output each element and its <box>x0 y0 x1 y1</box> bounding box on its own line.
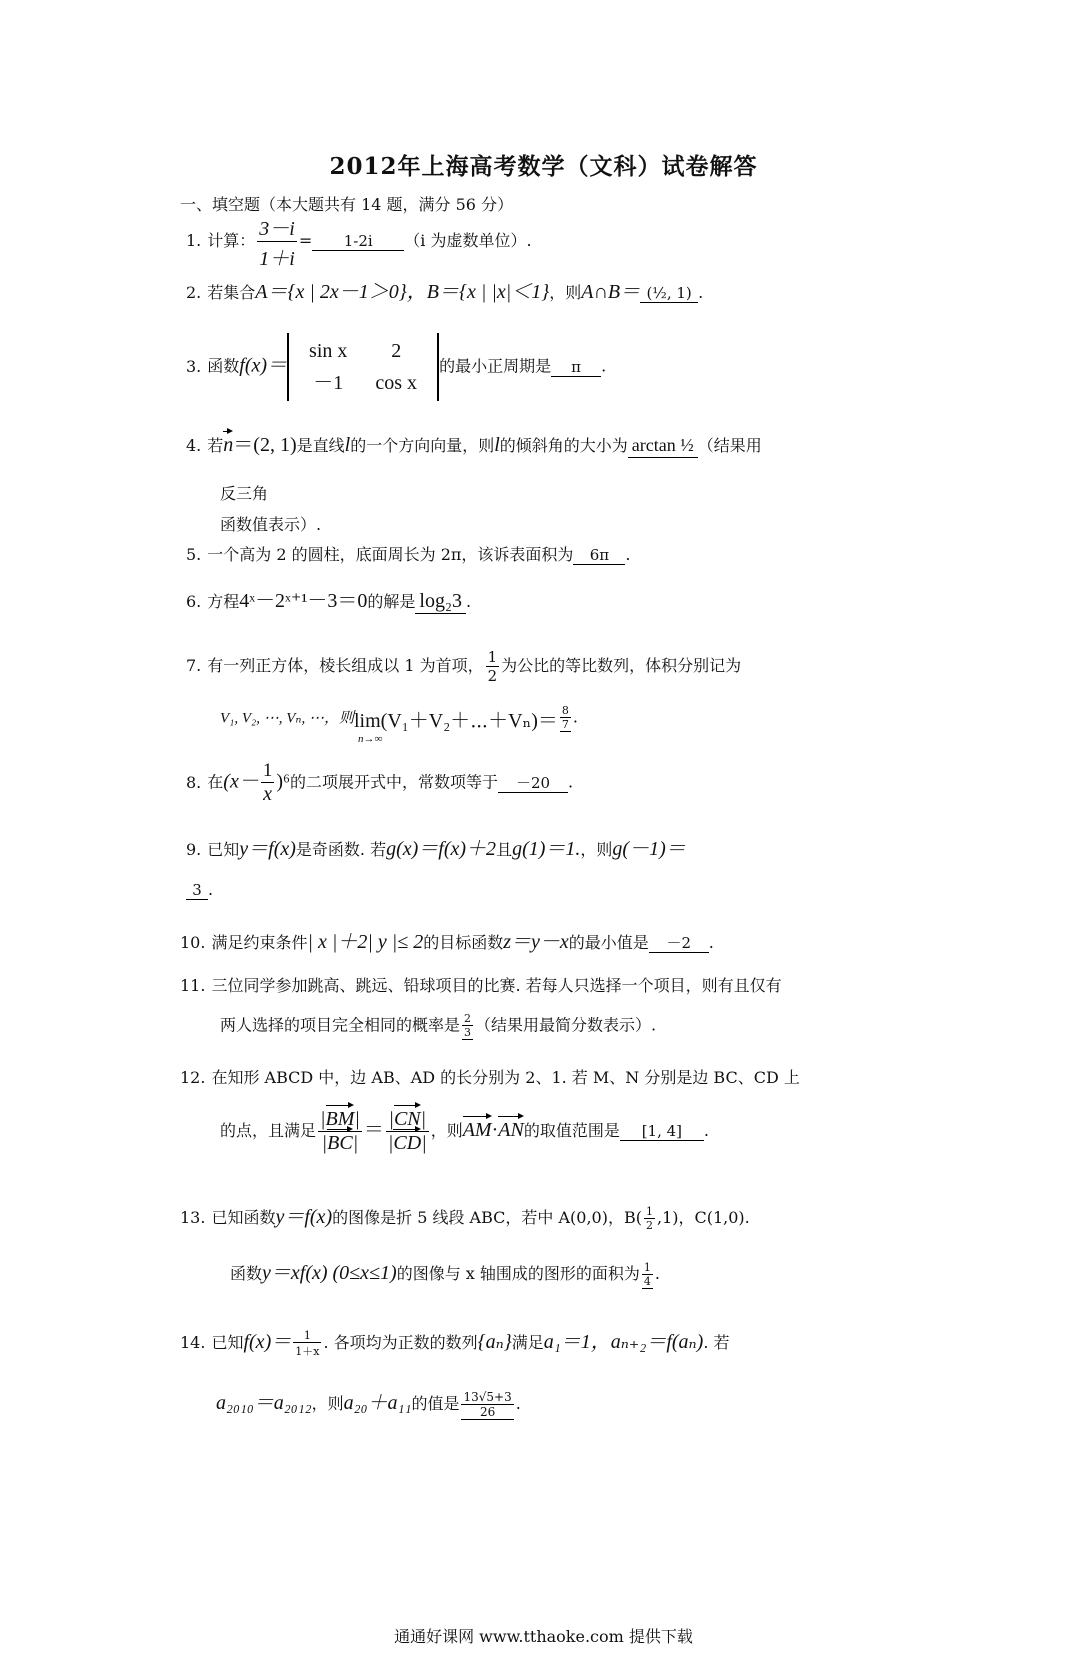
question-13-line-2: 函数y＝xf(x) (0≤x≤1)的图像与 x 轴围成的图形的面积为 $\frac{1}{4}$ . <box>230 1260 660 1288</box>
question-4: 4. 若n＝(2, 1)是直线l的一个方向向量，则l的倾斜角的大小为 arctan ½ （结果用 <box>186 434 762 456</box>
q1-fraction: $\frac{3-i}{1+i}$ <box>257 212 297 271</box>
q12-fraction-2: $\frac{|CN|}{|CD|}$ <box>387 1108 427 1154</box>
question-11-line-2: 两人选择的项目完全相同的概率是 $\frac{2}{3}$ （结果用最简分数表示）. <box>220 1012 657 1039</box>
q7-limit: lim(V₁＋V₂＋⋯＋Vₙ)＝ n→∞ <box>354 710 558 745</box>
q3-answer: π <box>551 358 601 377</box>
question-8: 8. 在(x－ $\frac{1}{x}$ )⁶的二项展开式中，常数项等于 －20 . <box>186 760 574 805</box>
q8-answer: －20 <box>498 774 568 793</box>
question-9-line-2: 3 . <box>186 880 213 900</box>
q12-fraction-1: $\frac{|BM|}{|BC|}$ <box>320 1108 360 1154</box>
vector-n: n <box>223 434 234 456</box>
question-12: 12. 在知形 ABCD 中，边 AB、AD 的长分别为 2、1. 若 M、N 分别是边 BC、CD 上 <box>180 1068 800 1087</box>
q3-determinant: sin x 2 －1 cos x <box>287 333 439 401</box>
q10-answer: －2 <box>649 934 709 953</box>
q7-answer: $\frac{8}{7}$ <box>561 704 569 731</box>
question-11: 11. 三位同学参加跳高、跳远、铅球项目的比赛. 若每人只选择一个项目，则有且仅有 <box>180 976 782 995</box>
question-7: 7. 有一列正方体，棱长组成以 1 为首项， $\frac{1}{2}$ 为公比的等比数列，体积分别记为 <box>186 648 742 685</box>
question-13: 13. 已知函数y＝f(x)的图像是折 5 线段 ABC，若中 A(0,0)，B( $\frac{1}{2}$ ,1)，C(1,0). <box>180 1205 750 1232</box>
question-14-line-2: a₂₀₁₀＝a₂₀₁₂，则a₂₀＋a₁₁的值是 $\frac{13√5+3}{26}$ . <box>216 1389 521 1419</box>
page-title: 2012年上海高考数学（文科）试卷解答 <box>329 153 758 180</box>
section-heading: 一、填空题（本大题共有 14 题，满分 56 分） <box>180 195 514 214</box>
question-10: 10. 满足约束条件| x |＋2| y |≤ 2的目标函数z＝y－x的最小值是 －2 . <box>180 931 714 953</box>
question-12-line-2: 的点，且满足 $\frac{|BM|}{|BC|}$ ＝ $\frac{|CN|}{|CD|}$ ，则AM·AN的取值范围是 [1, 4] . <box>220 1108 709 1154</box>
question-3: 3. 函数f(x)＝ sin x 2 －1 cos x 的最小正周期是 π . <box>186 333 606 401</box>
q14-f-fraction: $\frac{1}{1+x}$ <box>295 1328 320 1358</box>
q13-b-fraction: $\frac{1}{2}$ <box>645 1205 653 1232</box>
question-2: 2. 若集合A＝{x | 2x－1＞0}，B＝{x | |x|＜1}，则A∩B＝ (½, 1) . <box>186 281 704 303</box>
question-6: 6. 方程4ˣ－2ˣ⁺¹－3＝0的解是 log₂3 . <box>186 590 472 612</box>
q12-answer: [1, 4] <box>620 1122 704 1141</box>
question-14: 14. 已知f(x)＝ $\frac{1}{1+x}$ . 各项均为正数的数列{aₙ}满足a₁＝1，aₙ₊₂＝f(aₙ). 若 <box>180 1328 730 1358</box>
q5-answer: 6π <box>573 546 625 565</box>
q13-answer: $\frac{1}{4}$ <box>643 1260 651 1288</box>
q8-fraction: $\frac{1}{x}$ <box>262 760 273 805</box>
q1-answer: 1-2i <box>312 232 404 251</box>
q9-answer: 3 <box>186 881 208 900</box>
q7-ratio-fraction: $\frac{1}{2}$ <box>487 648 498 685</box>
q4-answer: arctan ½ <box>628 435 698 458</box>
q2-answer: (½, 1) <box>640 284 698 303</box>
question-7-line-2: V₁, V₂, ⋯, Vₙ, ⋯，则 lim(V₁＋V₂＋⋯＋Vₙ)＝ n→∞ $\frac{8}{7}$ . <box>220 704 579 745</box>
q4-line-3: 函数值表示）. <box>220 515 322 534</box>
q4-line-2: 反三角 <box>220 484 269 503</box>
question-1: 1. 计算： $\frac{3-i}{1+i}$ = 1-2i （i 为虚数单位）. <box>186 212 532 271</box>
q14-answer: $\frac{13√5+3}{26}$ <box>463 1389 512 1419</box>
footer-source: 通通好课网 www.tthaoke.com 提供下载 <box>394 1627 693 1646</box>
q6-answer: log₂3 <box>415 589 466 614</box>
question-5: 5. 一个高为 2 的圆柱，底面周长为 2π，该诉表面积为 6π . <box>186 545 631 564</box>
question-9: 9. 已知y＝f(x)是奇函数. 若g(x)＝f(x)＋2且g(1)＝1.，则g(－1)＝ <box>186 838 686 860</box>
q11-answer: $\frac{2}{3}$ <box>464 1012 472 1039</box>
